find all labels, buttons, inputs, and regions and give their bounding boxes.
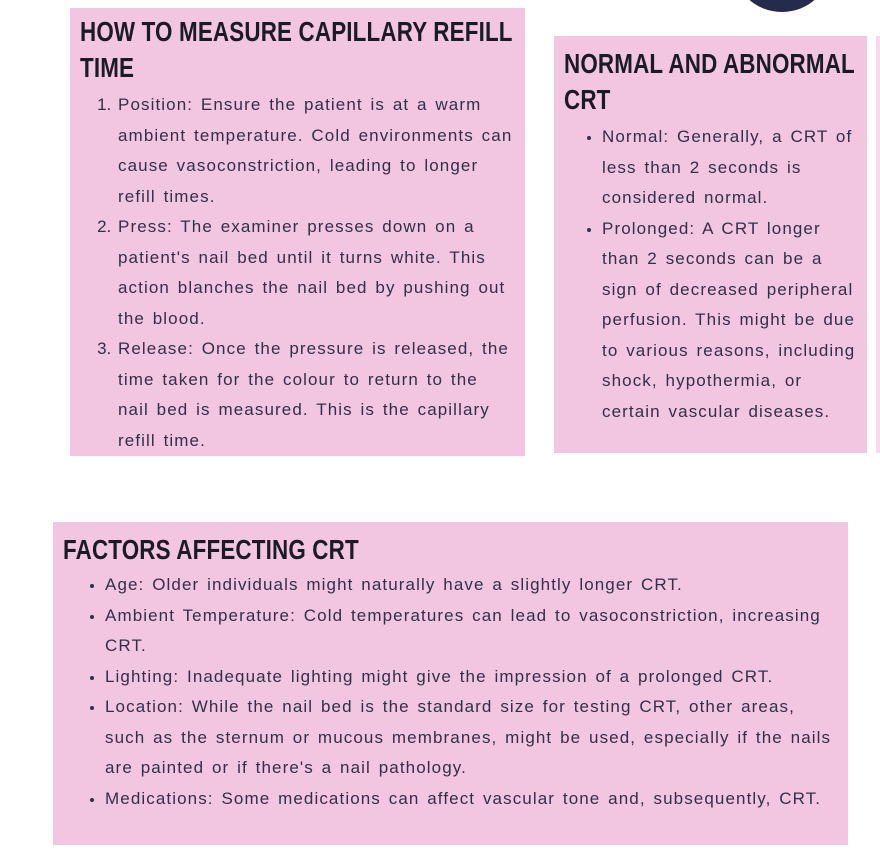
list-item: • Normal: Generally, a CRT of less than 2 seconds is considered normal. (602, 122, 857, 214)
factors-list (53, 570, 848, 814)
list-item: 2. Press: The examiner presses down on a patient's nail bed until it turns white. This action blanches the nail bed by pushing out the blood. (118, 212, 515, 334)
list-item: • Location: While the nail bed is the standard size for testing CRT, other areas, such as the sternum or mucous membranes, might be used, especially if the nails are painted or if there's a nail pathology. (105, 692, 832, 784)
pink-edge-strip (876, 36, 880, 453)
list-item: • Age: Older individuals might naturally have a slightly longer CRT. (105, 570, 832, 601)
title-line: FACTORS AFFECTING CRT (63, 534, 359, 565)
list-item: • Lighting: Inadequate lighting might give the impression of a prolonged CRT. (105, 662, 832, 693)
title-line: TIME (80, 52, 135, 83)
list-item: 1. Position: Ensure the patient is at a warm ambient temperature. Cold environments can cause vasoconstriction, leading to longer refill times. (118, 90, 515, 212)
panel-factors-affecting-crt (53, 522, 848, 845)
list-item: • Medications: Some medications can affect vascular tone and, subsequently, CRT. (105, 784, 832, 815)
panel-normal-abnormal-crt (554, 36, 867, 453)
measure-steps-list (70, 90, 525, 456)
panel-title-factors (53, 532, 848, 568)
navy-circle-decoration (732, 0, 832, 12)
title-line: CRT (564, 84, 611, 115)
list-item: 3. Release: Once the pressure is released, the time taken for the colour to return to the nail bed is measured. This is the capillary refill time. (118, 334, 515, 456)
title-line: HOW TO MEASURE CAPILLARY REFILL (80, 16, 513, 47)
panel-how-to-measure-crt (70, 8, 525, 456)
list-item: • Prolonged: A CRT longer than 2 seconds can be a sign of decreased peripheral perfusion. This might be due to various reasons, including shock, hypothermia, or certain vascular diseases. (602, 214, 857, 428)
title-line: NORMAL AND ABNORMAL (564, 48, 855, 79)
panel-title-normal-abnormal (554, 46, 867, 118)
list-item: • Ambient Temperature: Cold temperatures can lead to vasoconstriction, increasing CRT. (105, 601, 832, 662)
normal-abnormal-list (554, 122, 867, 427)
panel-title-how-to-measure (70, 14, 525, 86)
